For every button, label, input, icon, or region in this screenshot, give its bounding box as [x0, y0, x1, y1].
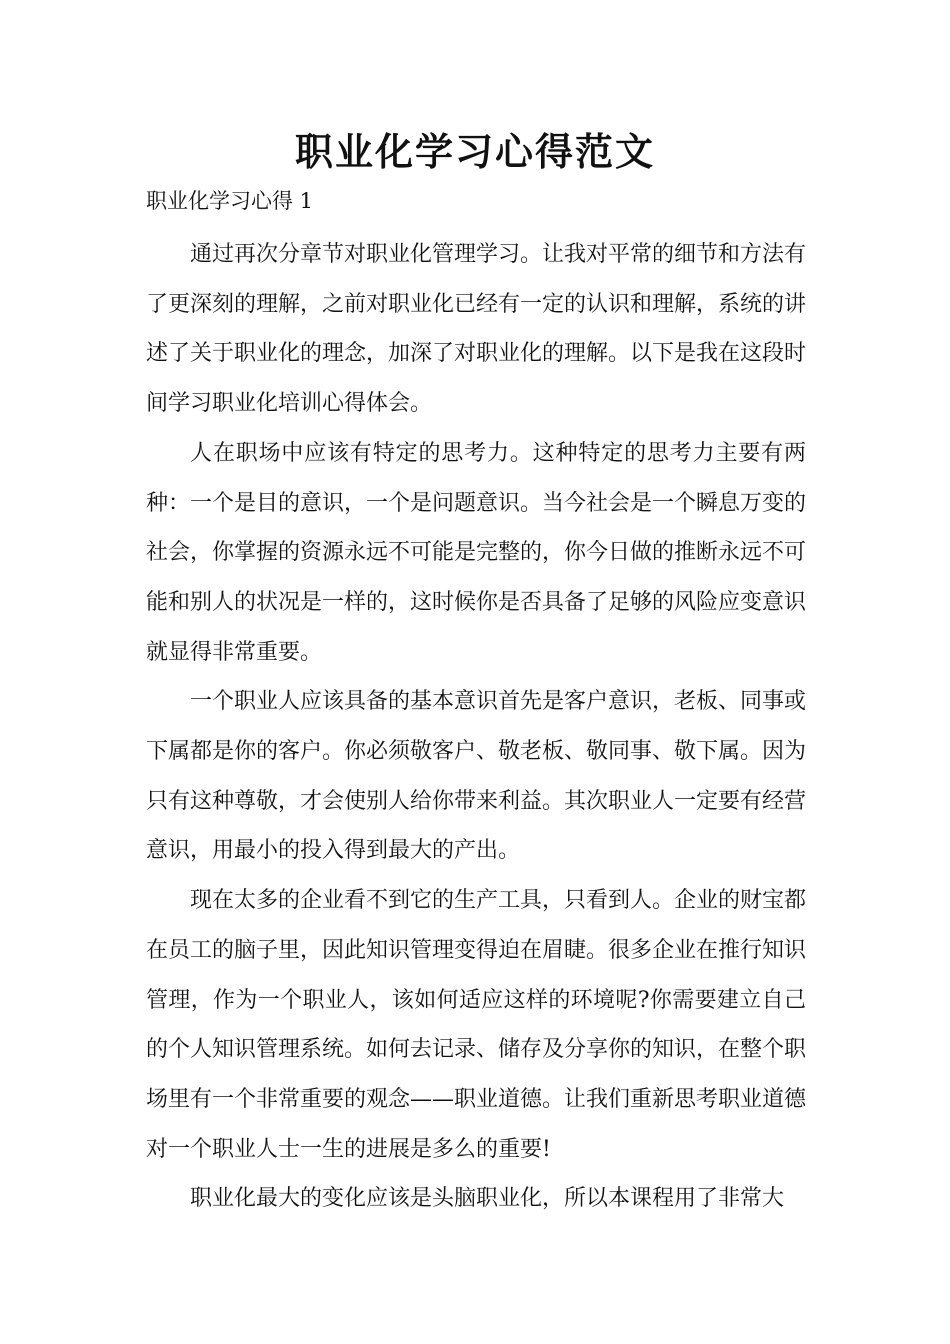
section-heading: 职业化学习心得 1: [146, 189, 314, 213]
paragraph-4: 现在太多的企业看不到它的生产工具，只看到人。企业的财宝都在员工的脑子里，因此知识管理变得迫在眉睫。很多企业在推行知识管理，作为一个职业人，该如何适应这样的环境呢?你需要建立自己的个人知识管理系统。如何去记录、储存及分享你的知识，在整个职场里有一个非常重要的观念——职业道德。让我们重新思考职业道德对一个职业人士一生的进展是多么的重要!: [146, 888, 807, 1162]
document-body: [146, 230, 806, 1224]
paragraph-2: 人在职场中应该有特定的思考力。这种特定的思考力主要有两种：一个是目的意识，一个是问题意识。当今社会是一个瞬息万变的社会，你掌握的资源永远不可能是完整的，你今日做的推断永远不可能和别人的状况是一样的，这时候你是否具备了足够的风险应变意识就显得非常重要。: [146, 440, 807, 665]
paragraph-3: 一个职业人应该具备的基本意识首先是客户意识，老板、同事或下属都是你的客户。你必须敬客户、敬老板、敬同事、敬下属。因为只有这种尊敬，才会使别人给你带来利益。其次职业人一定要有经营意识，用最小的投入得到最大的产出。: [146, 689, 807, 864]
document-title: 职业化学习心得范文: [294, 130, 655, 174]
paragraph-5: 职业化最大的变化应该是头脑职业化，所以本课程用了非常大: [190, 1186, 785, 1212]
paragraph-1: 通过再次分章节对职业化管理学习。让我对平常的细节和方法有了更深刻的理解，之前对职业化已经有一定的认识和理解，系统的讲述了关于职业化的理念，加深了对职业化的理解。以下是我在这段时间学习职业化培训心得体会。: [146, 242, 807, 417]
